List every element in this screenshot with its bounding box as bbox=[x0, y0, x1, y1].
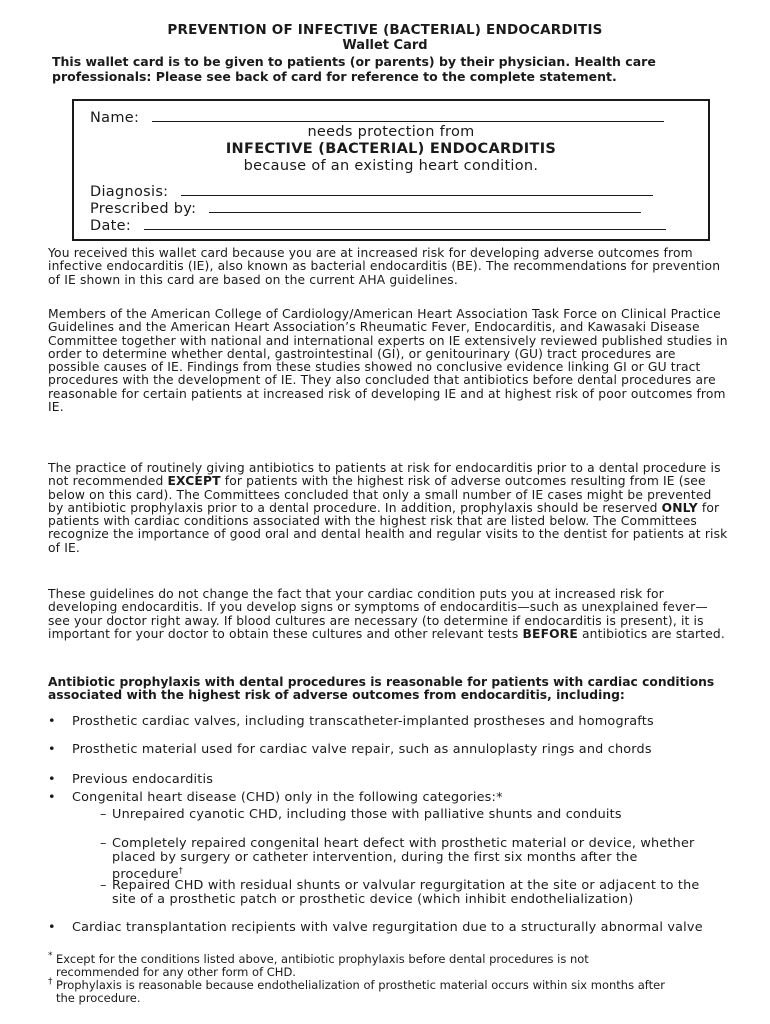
date-row bbox=[90, 217, 666, 234]
footnote-star-text: Except for the conditions listed above, antibiotic prophylaxis before dental procedures is not recommended for any other form of CHD. bbox=[56, 952, 589, 979]
list-item-text bbox=[72, 791, 708, 805]
footnote-star-glyph: * bbox=[48, 951, 53, 961]
repaired-defect-text: Completely repaired congenital heart defect with prosthetic material or device, whether placed by surgery or catheter intervention, during the first six months after the procedure bbox=[112, 836, 695, 882]
paragraph-guidelines-note bbox=[48, 588, 728, 641]
before-emphasis: BEFORE bbox=[522, 626, 578, 641]
paragraph-committee-review: Members of the American College of Cardiology/American Heart Association Task Force on Clinical Practice Guidelines and the American Heart Association’s Rheumatic Fever, Endocarditis, and Kawasaki Disease Committee together with national and international experts on IE extensively reviewed published studies in order to determine whether dental, gastrointestinal (GI), or genitourinary (GU) tract procedures are possible causes of IE. Findings from these studies showed no conclusive evidence linking GI or GU tract procedures with the development of IE. They also concluded that antibiotics before dental procedures are reasonable for certain patients at increased risk of developing IE and at highest risk of poor outcomes from IE. bbox=[48, 307, 728, 415]
chd-categories-text: Congenital heart disease (CHD) only in the following categories: bbox=[72, 790, 497, 805]
list-item-text: Previous endocarditis bbox=[72, 772, 214, 787]
paragraph-routine-practice bbox=[48, 462, 728, 555]
condition-reason-text: because of an existing heart condition. bbox=[243, 158, 539, 174]
page-title: PREVENTION OF INFECTIVE (BACTERIAL) ENDOCARDITIS bbox=[167, 22, 603, 38]
diagnosis-row bbox=[90, 183, 653, 200]
sub-list-item bbox=[100, 879, 700, 906]
p4-text-a: These guidelines do not change the fact that your cardiac condition puts you at increased risk for developing endocarditis. If you develop signs or symptoms of endocarditis—such as unexplained fever—see your doctor right away. If blood cultures are necessary (to determine if endocarditis is present), it is important for your doctor to obtain these cultures and other relevant tests bbox=[48, 587, 708, 641]
page-subtitle: Wallet Card bbox=[342, 38, 428, 53]
needs-protection-text: needs protection from bbox=[307, 124, 475, 140]
sub-list-item bbox=[100, 808, 700, 822]
except-emphasis: EXCEPT bbox=[167, 474, 221, 489]
date-blank-line bbox=[144, 217, 666, 230]
sub-list-item bbox=[100, 837, 700, 882]
diagnosis-blank-line bbox=[181, 183, 653, 196]
condition-heading: INFECTIVE (BACTERIAL) ENDOCARDITIS bbox=[225, 141, 557, 157]
diagnosis-label: Diagnosis: bbox=[90, 184, 169, 200]
only-emphasis: ONLY bbox=[661, 500, 698, 515]
bullet-glyph: • bbox=[48, 790, 56, 805]
intro-instructions: This wallet card is to be given to patients (or parents) by their physician. Health care professionals: Please see back of card for reference to the complete statement. bbox=[52, 54, 656, 84]
dash-glyph: – bbox=[100, 836, 107, 851]
sub-list-item-text: Repaired CHD with residual shunts or valvular regurgitation at the site or adjacent to the site of a prosthetic patch or prosthetic device (which inhibit endothelialization) bbox=[112, 878, 700, 907]
list-item-text: Cardiac transplantation recipients with valve regurgitation due to a structurally abnormal valve bbox=[72, 920, 703, 935]
bullet-glyph: • bbox=[48, 714, 56, 729]
list-item-text: Prosthetic cardiac valves, including transcatheter-implanted prostheses and homografts bbox=[72, 714, 654, 729]
prescribed-row bbox=[90, 200, 641, 217]
name-blank-line bbox=[152, 109, 664, 122]
footnote-star-mark: * bbox=[496, 790, 503, 805]
p3-text-b: for patients with the highest risk of adverse outcomes resulting from IE (see below on this card). The Committees concluded that only a small number of IE cases might be prevented by antibiotic prophylaxis prior to a dental procedure. In addition, prophylaxis should be reserved bbox=[48, 474, 712, 515]
name-label: Name: bbox=[90, 110, 140, 126]
p3-text-a: The practice of routinely giving antibiotics to patients at risk for endocarditis prior to a dental procedure is not recommended bbox=[48, 461, 721, 489]
paragraph-why-card: You received this wallet card because you are at increased risk for developing adverse outcomes from infective endocarditis (IE), also known as bacterial endocarditis (BE). The recommendations for prevention of IE shown in this card are based on the current AHA guidelines. bbox=[48, 246, 721, 287]
sub-list-item-text bbox=[112, 837, 700, 882]
p4-text-b: antibiotics are started. bbox=[577, 626, 725, 641]
list-item-text: Prosthetic material used for cardiac valve repair, such as annuloplasty rings and chords bbox=[72, 742, 652, 757]
dash-glyph: – bbox=[100, 878, 107, 893]
footnote-dagger-mark: † bbox=[178, 866, 183, 875]
bullet-glyph: • bbox=[48, 772, 56, 787]
prescribed-blank-line bbox=[209, 200, 641, 213]
p3-text-c: for patients with cardiac conditions associated with the highest risk that are listed below. The Committees recognize the importance of good oral and dental health and regular visits to the dentist for patients at risk of IE. bbox=[48, 500, 728, 555]
prescribed-label: Prescribed by: bbox=[90, 201, 197, 217]
footnote-star bbox=[48, 953, 668, 978]
footnote-dagger bbox=[48, 979, 668, 1004]
list-item bbox=[48, 791, 708, 805]
footnote-dagger-glyph: † bbox=[48, 977, 53, 987]
sub-list-item-text: Unrepaired cyanotic CHD, including those with palliative shunts and conduits bbox=[112, 807, 622, 822]
footnote-dagger-text: Prophylaxis is reasonable because endothelialization of prosthetic material occurs within six months after the procedure. bbox=[56, 978, 665, 1005]
list-item bbox=[48, 715, 708, 729]
date-label: Date: bbox=[90, 218, 132, 234]
list-item bbox=[48, 743, 708, 757]
patient-info-card bbox=[72, 99, 710, 241]
dash-glyph: – bbox=[100, 807, 107, 822]
list-item bbox=[48, 921, 708, 935]
prophylaxis-list-heading: Antibiotic prophylaxis with dental procedures is reasonable for patients with cardiac conditions associated with the highest risk of adverse outcomes from endocarditis, including: bbox=[48, 675, 715, 703]
list-item bbox=[48, 773, 708, 787]
bullet-glyph: • bbox=[48, 742, 56, 757]
bullet-glyph: • bbox=[48, 920, 56, 935]
